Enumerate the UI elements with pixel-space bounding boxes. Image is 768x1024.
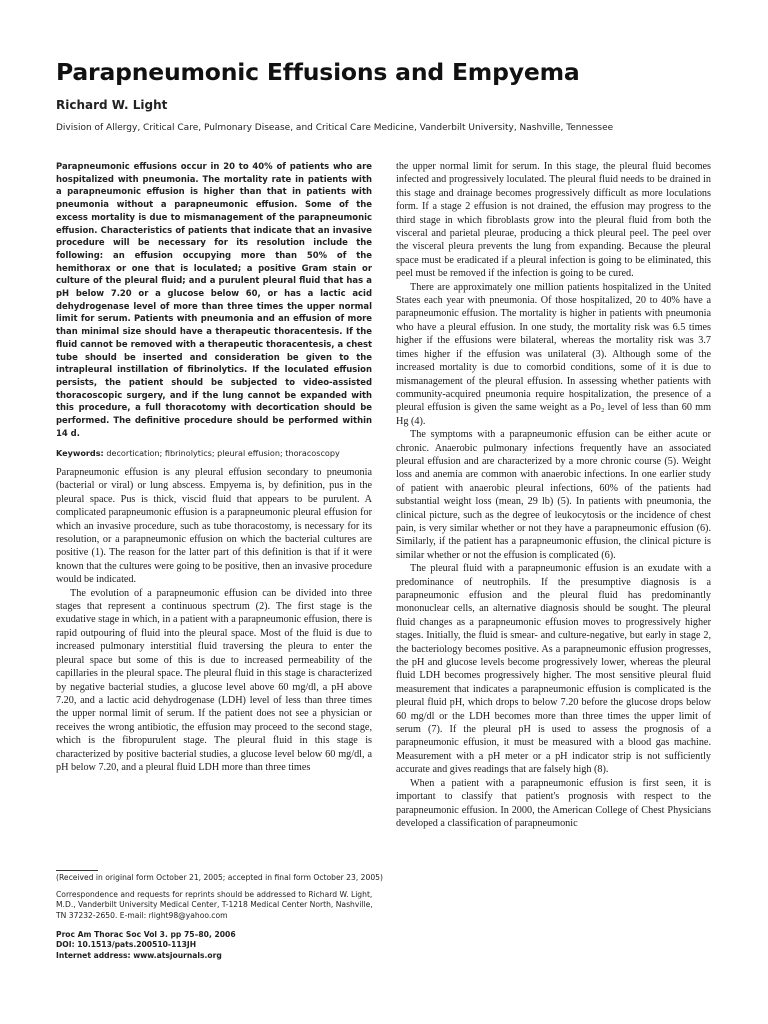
body-paragraph: The pleural fluid with a parapneumonic effusion is an exudate with a predominance of neutrophils. If the presumptive diagnosis is a parapneumonic effusion and the pleural fluid has predominantly mononuclear cells, an alternative diagnosis should be sought. The pleural fluid changes as a parapneumonic effusion moves to progressively higher stages. Initially, the fluid is smear- and culture-negative, but early in stage 2, the bacteriology becomes positive. As a parapneumonic effusion progresses, the pH and glucose levels become progressively lower, whereas the pleural fluid LDH becomes progressively higher. The most sensitive pleural fluid measurement that indicates a parapneumonic effusion is complicated is the pleural fluid pH, which drops to below 7.20 before the glucose drops below 60 mg/dl or the LDH becomes more than three times the upper limit of serum (7). If the pleural pH is used to assess the prognosis of a parapneumonic effusion, it must be measured with a blood gas machine. Measurement with a pH meter or a pH indicator strip is not sufficiently accurate and gives readings that are falsely high (8). bbox=[396, 563, 711, 776]
footnote-divider bbox=[56, 870, 98, 871]
keywords bbox=[56, 448, 372, 458]
body-paragraph: The symptoms with a parapneumonic effusion can be either acute or chronic. Anaerobic pulmonary infections frequently have an associated pleural effusion and are characterized by a more chronic course (5). Weight loss and anemia are common with anaerobic infections. In one earlier study of patient with anaerobic pleural infections, 60% of the patients had substantial weight loss (mean, 29 lb) (5). In patients with pneumonia, the clinical picture, such as the degree of leukocytosis or the incidence of chest pain, is very similar whether or not they have a parapneumonic effusion (6). Similarly, if the patient has a parapneumonic effusion, the clinical picture is similar whether or not the effusion is complicated (6). bbox=[396, 429, 711, 561]
body-paragraph: Parapneumonic effusion is any pleural effusion secondary to pneumonia (bacterial or viral) or lung abscess. Empyema is, by definition, pus in the pleural space. Pus is thick, viscid fluid that appears to be purulent. A complicated parapneumonic effusion is a parapneumonic pleural effusion for which an invasive procedure, such as tube thoracostomy, is necessary for its resolution, or a parapneumonic effusion on which the bacterial cultures are positive (1). The reason for the latter part of this definition is that if it were known that the cultures were going to be positive, then an invasive procedure would be indicated. bbox=[56, 467, 372, 586]
body-paragraph: When a patient with a parapneumonic effusion is first seen, it is important to classify that patient's prognosis with respect to the parapneumonic effusion. In 2000, the American College of Chest Physicians developed a classification of parapneumonic bbox=[396, 777, 711, 829]
author-affiliation: Division of Allergy, Critical Care, Pulmonary Disease, and Critical Care Medicine, Vanderbilt University, Nashville, Tennessee bbox=[56, 123, 614, 133]
journal-citation: Proc Am Thorac Soc Vol 3. pp 75–80, 2006 bbox=[56, 930, 236, 939]
doi: DOI: 10.1513/pats.200510-113JH bbox=[56, 940, 197, 950]
correspondence-note: Correspondence and requests for reprints should be addressed to Richard W. Light, M.D., Vanderbilt University Medical Center, T-1218 Medical Center North, Nashville, TN 37232-2650. E-mail: rlight98@yahoo.com bbox=[56, 890, 373, 920]
internet-address: Internet address: www.atsjournals.org bbox=[56, 950, 222, 960]
body-paragraph: the upper normal limit for serum. In this stage, the pleural fluid becomes infected and progressively loculated. The pleural fluid needs to be drained in this stage and drainage becomes progressively difficult as more loculations form. If a stage 2 effusion is not drained, the effusion may progress to the third stage in which fibroblasts grow into the pleural fluid from both the visceral and parietal pleurae, producing a thick pleural peel. The peel over the visceral pleura prevents the lung from expanding. Because the pleural space must be eradicated if a pleural infection is going to be eliminated, this peel must be removed if the infection is going to be cured. bbox=[396, 161, 711, 280]
left-column-body bbox=[56, 466, 372, 774]
keywords-label: Keywords: bbox=[56, 448, 104, 458]
article-title: Parapneumonic Effusions and Empyema bbox=[56, 58, 580, 86]
right-column-body bbox=[396, 160, 711, 830]
keywords-text: decortication; fibrinolytics; pleural effusion; thoracoscopy bbox=[106, 448, 340, 458]
journal-citation-block bbox=[56, 930, 356, 961]
author-name: Richard W. Light bbox=[56, 98, 168, 112]
body-paragraph: The evolution of a parapneumonic effusion can be divided into three stages that represent a continuous spectrum (2). The first stage is the exudative stage in which, in a patient with a parapneumonic effusion, there is rapid outpouring of fluid into the pleural space. Most of the fluid is due to increased pulmonary interstitial fluid traversing the pleura to enter the pleural space but some of this is due to increased permeability of the capillaries in the pleural space. The pleural fluid in this stage is characterized by negative bacterial studies, a glucose level above 60 mg/dl, a pH above 7.20, and a lactic acid dehydrogenase (LDH) level of less than three times the upper normal limit of serum. If the patient does not see a physician or receives the wrong antibiotic, the effusion may proceed to the second stage, which is the fibropurulent stage. The pleural fluid in this stage is characterized by positive bacterial studies, a glucose level below 60 mg/dl, a pH below 7.20, and a pleural fluid LDH more than three times bbox=[56, 587, 372, 773]
received-dates: (Received in original form October 21, 2005; accepted in final form October 23, 2005) bbox=[56, 873, 383, 882]
abstract: Parapneumonic effusions occur in 20 to 40% of patients who are hospitalized with pneumonia. The mortality rate in patients with a parapneumonic effusion is higher than that in patients with pneumonia without a parapneumonic effusion. Some of the excess mortality is due to mismanagement of the parapneumonic effusion. Characteristics of patients that indicate that an invasive procedure will be necessary for its resolution include the following: an effusion occupying more than 50% of the hemithorax or one that is loculated; a positive Gram stain or culture of the pleural fluid; and a purulent pleural fluid that has a pH below 7.20 or a glucose below 60, or has a lactic acid dehydrogenase level of more than three times the upper normal limit for serum. Patients with pneumonia and an effusion of more than minimal size should have a therapeutic thoracentesis. If the fluid cannot be removed with a therapeutic thoracentesis, a chest tube should be inserted and consideration be given to the intrapleural instillation of fibrinolytics. If the loculated effusion persists, the patient should be subjected to video-assisted thoracoscopic surgery, and if the lung cannot be expanded with this procedure, a full thoracotomy with decortication should be performed. The definitive procedure should be performed within 14 d. bbox=[56, 161, 372, 438]
body-paragraph: There are approximately one million patients hospitalized in the United States each year with pneumonia. Of those hospitalized, 20 to 40% have a parapneumonic effusion. The mortality is higher in patients with pneumonia who have a pleural effusion. In one study, the mortality risk was 6.5 times higher if the effusions were bilateral, whereas the mortality risk was 3.7 times higher if the effusion was unilateral (3). Although some of the increased mortality is due to comorbid conditions, some of it is due to mismanagement of the pleural effusion. In assessing whether patients with community-acquired pneumonia require hospitalization, the presence of a pleural effusion is given the same weight as a Po₂ level of less than 60 mm Hg (4). bbox=[396, 281, 711, 427]
